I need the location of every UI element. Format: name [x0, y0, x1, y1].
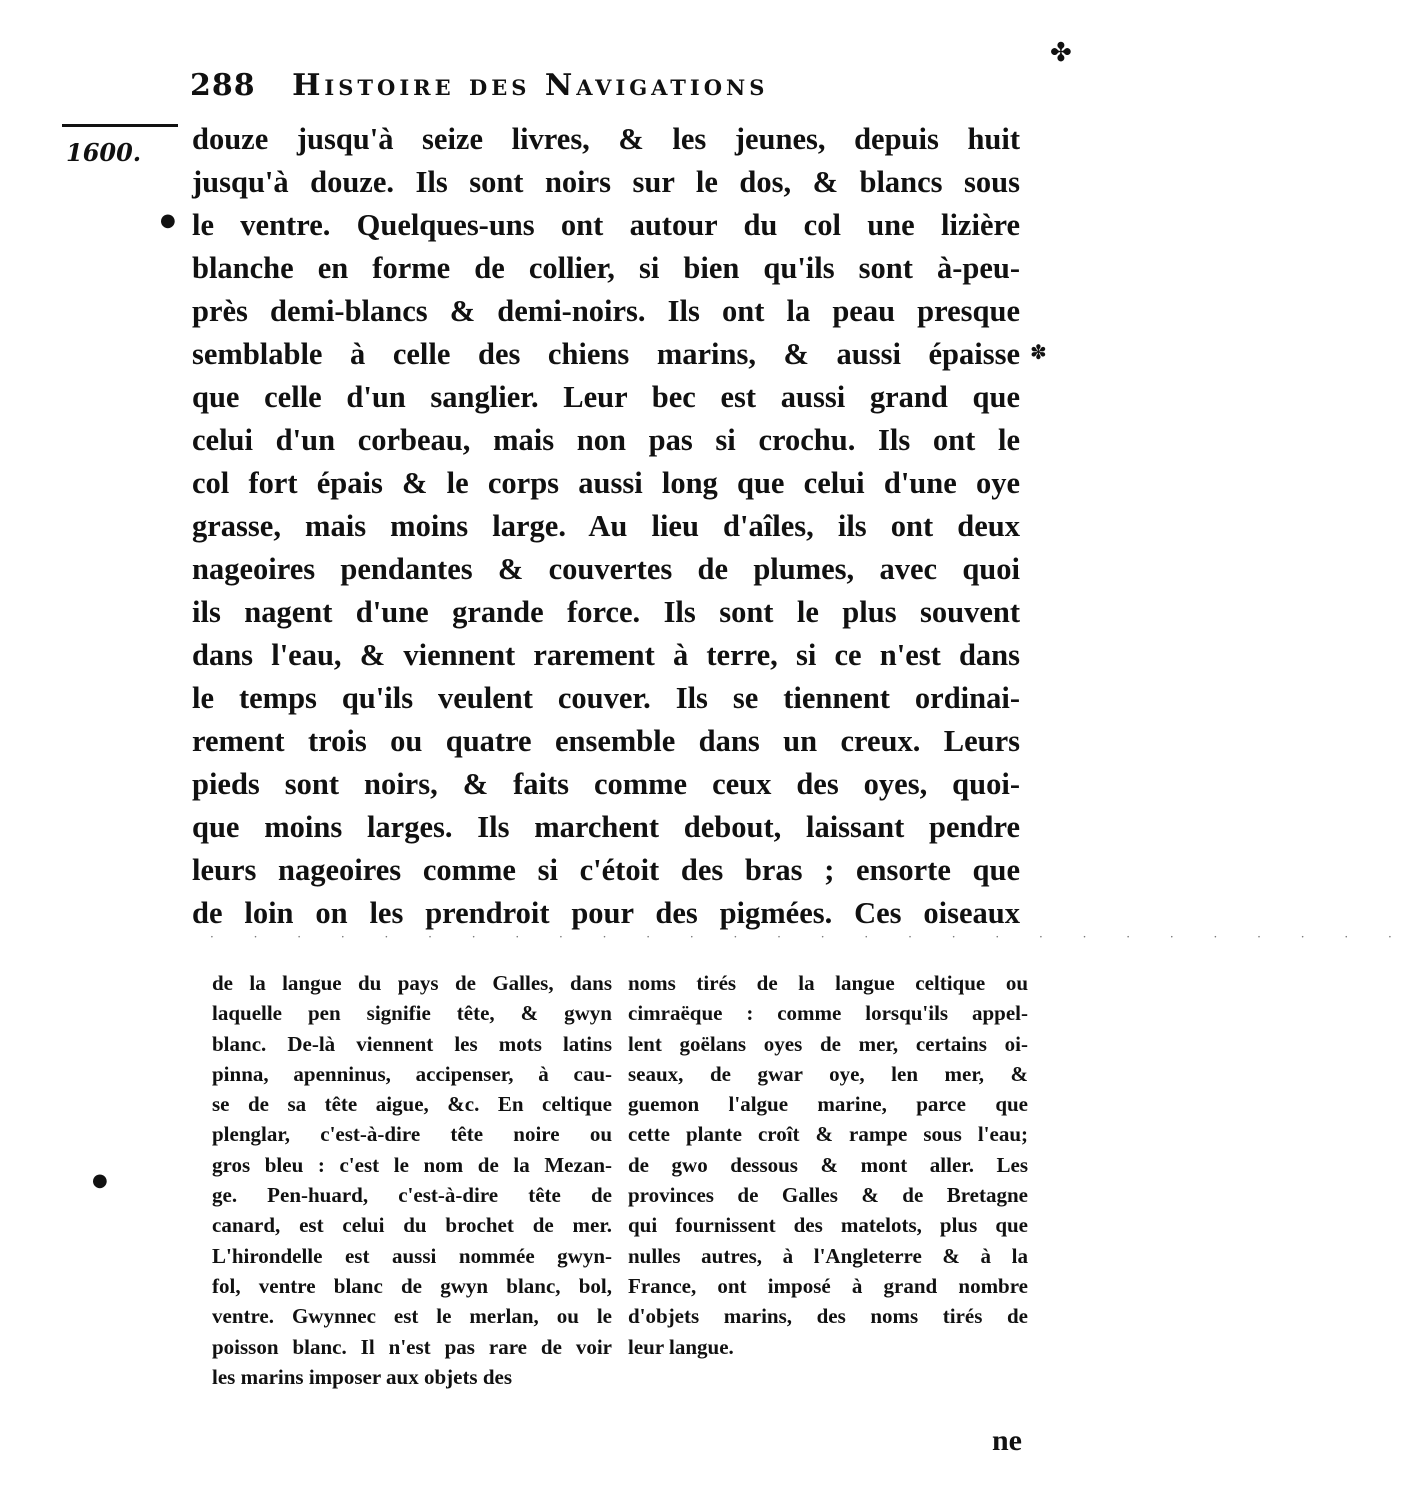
footnote-line: provinces de Galles & de Bretagne — [628, 1183, 1028, 1208]
catchword: ne — [992, 1424, 1022, 1457]
ink-blot-ornament: ✤ — [1050, 38, 1072, 68]
text-line: celui d'un corbeau, mais non pas si crochu. Ils ont le — [192, 423, 1020, 457]
main-text — [192, 118, 1020, 935]
footnote-line: fol, ventre blanc de gwyn blanc, bol, — [212, 1273, 612, 1298]
text-line: leurs nageoires comme si c'étoit des bras ; ensorte que — [192, 853, 1020, 887]
footnote-line: cette plante croît & rampe sous l'eau; — [628, 1122, 1028, 1147]
text-line: que moins larges. Ils marchent debout, laissant pendre — [192, 810, 1020, 844]
footnote-line: qui fournissent des matelots, plus que — [628, 1213, 1028, 1238]
text-line: jusqu'à douze. Ils sont noirs sur le dos, & blancs sous — [192, 165, 1020, 199]
text-line: blanche en forme de collier, si bien qu'ils sont à-peu- — [192, 251, 1020, 285]
text-line: ils nagent d'une grande force. Ils sont le plus souvent — [192, 595, 1020, 629]
text-line: col fort épais & le corps aussi long que celui d'une oye — [192, 466, 1020, 500]
footnote-line: leur langue. — [628, 1334, 734, 1359]
footnote-line: noms tirés de la langue celtique ou — [628, 971, 1028, 995]
footnote-line: cimraëque : comme lorsqu'ils appel- — [628, 1001, 1028, 1026]
footnote-line: lent goëlans oyes de mer, certains oi- — [628, 1031, 1028, 1056]
footnote-line: se de sa tête aigue, &c. En celtique — [212, 1092, 612, 1117]
text-line: que celle d'un sanglier. Leur bec est aussi grand que — [192, 380, 1020, 414]
footnote-line: gros bleu : c'est le nom de la Mezan- — [212, 1152, 612, 1177]
footnote-line: canard, est celui du brochet de mer. — [212, 1213, 612, 1238]
footnote-column-left — [212, 968, 612, 1392]
footnote-line: ventre. Gwynnec est le merlan, ou le — [212, 1304, 612, 1329]
footnote-line: de gwo dessous & mont aller. Les — [628, 1152, 1028, 1177]
footnote-line: d'objets marins, des noms tirés de — [628, 1304, 1028, 1329]
footnote-line: ge. Pen-huard, c'est-à-dire tête de — [212, 1183, 612, 1208]
page-number: 288 — [190, 68, 256, 103]
text-line: de loin on les prendroit pour des pigmées. Ces oiseaux — [192, 896, 1020, 930]
text-line: dans l'eau, & viennent rarement à terre, si ce n'est dans — [192, 638, 1020, 672]
footnote-line: seaux, de gwar oye, len mer, & — [628, 1061, 1028, 1086]
running-title: Histoire des Navigations — [292, 68, 769, 103]
footnote-line: pinna, apenninus, accipenser, à cau- — [212, 1061, 612, 1086]
running-header — [190, 68, 910, 108]
footnote-line: nulles autres, à l'Angleterre & à la — [628, 1243, 1028, 1268]
margin-dot: ● — [92, 1170, 108, 1191]
footnote-column-right — [628, 968, 1028, 1362]
footnote-line: L'hirondelle est aussi nommée gwyn- — [212, 1243, 612, 1268]
footnote-line: guemon l'algue marine, parce que — [628, 1092, 1028, 1117]
margin-year: 1600. — [66, 138, 142, 167]
text-line: rement trois ou quatre ensemble dans un creux. Leurs — [192, 724, 1020, 758]
margin-rule — [62, 124, 178, 127]
text-line: le ventre. Quelques-uns ont autour du col une lizière — [192, 208, 1020, 242]
footnote-line: laquelle pen signifie tête, & gwyn — [212, 1001, 612, 1026]
margin-dot: ● — [160, 210, 176, 231]
footnote-line: France, ont imposé à grand nombre — [628, 1273, 1028, 1298]
text-line: grasse, mais moins large. Au lieu d'aîles, ils ont deux — [192, 509, 1020, 543]
divider-dots: · · · · · · · · · · · · · · · · · · · · · · · · · · · · — [210, 930, 1410, 944]
ink-blot: ✽ — [1030, 340, 1047, 364]
footnote-line: blanc. De-là viennent les mots latins — [212, 1031, 612, 1056]
footnote-line: les marins imposer aux objets des — [212, 1364, 513, 1389]
text-line: nageoires pendantes & couvertes de plumes, avec quoi — [192, 552, 1020, 586]
text-line: près demi-blancs & demi-noirs. Ils ont la peau presque — [192, 294, 1020, 328]
text-line: douze jusqu'à seize livres, & les jeunes, depuis huit — [192, 122, 1020, 156]
text-line: semblable à celle des chiens marins, & aussi épaisse — [192, 337, 1020, 371]
footnote-line: plenglar, c'est-à-dire tête noire ou — [212, 1122, 612, 1147]
text-line: le temps qu'ils veulent couver. Ils se tiennent ordinai- — [192, 681, 1020, 715]
footnote-line: de la langue du pays de Galles, dans — [212, 971, 612, 995]
text-line: pieds sont noirs, & faits comme ceux des oyes, quoi- — [192, 767, 1020, 801]
footnote-line: poisson blanc. Il n'est pas rare de voir — [212, 1334, 612, 1359]
